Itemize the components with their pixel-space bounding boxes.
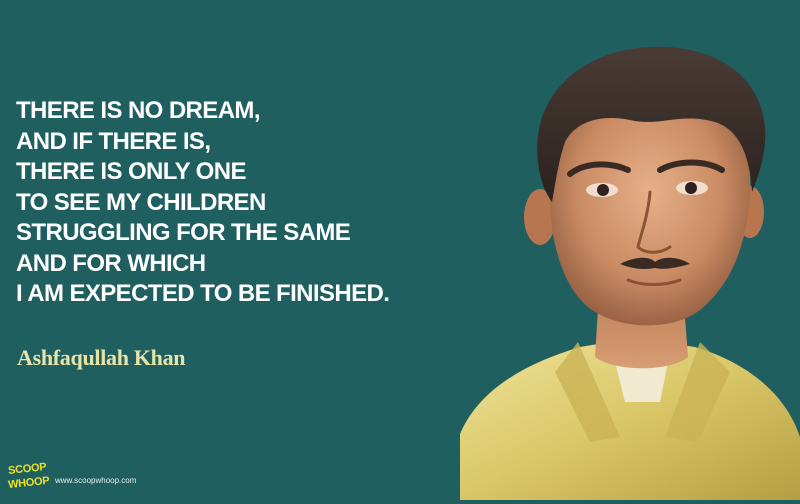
quote-line: THERE IS ONLY ONE (16, 158, 246, 185)
quote-line: I AM EXPECTED TO BE FINISHED. (16, 280, 390, 307)
quote-line: THERE IS NO DREAM, (16, 97, 260, 124)
quote-line: TO SEE MY CHILDREN (16, 188, 266, 216)
quote-line: AND FOR WHICH (16, 249, 206, 277)
site-url[interactable]: www.scoopwhoop.com (55, 476, 137, 485)
quote-line: AND IF THERE IS, (16, 127, 211, 155)
quote-author: Ashfaqullah Khan (17, 345, 186, 370)
logo-line-1: SCOOP (7, 461, 47, 478)
quote-text (16, 96, 486, 310)
logo-line-2: WHOOP (7, 474, 50, 492)
logo-wordmark[interactable] (5, 460, 52, 492)
quote-line: STRUGGLING FOR THE SAME (16, 219, 351, 246)
portrait-illustration (460, 42, 800, 500)
